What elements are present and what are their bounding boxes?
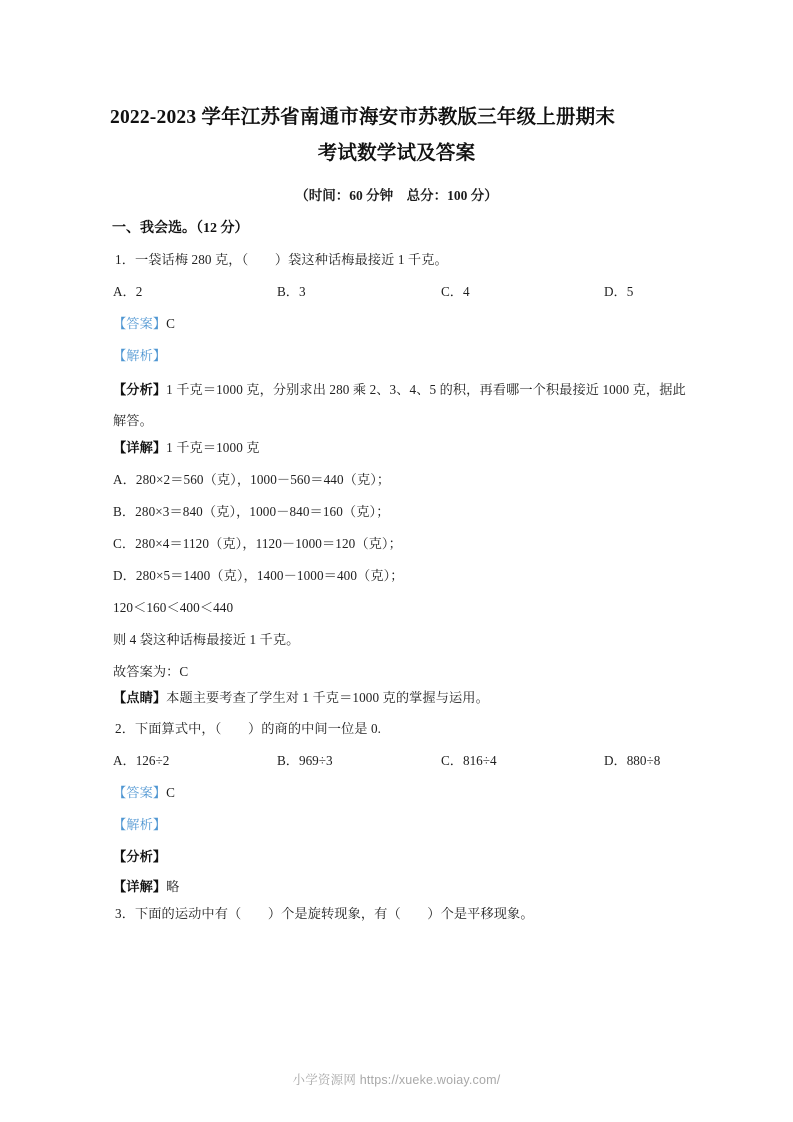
question-1-analysis-tag-row — [113, 345, 166, 364]
question-1-option-a[interactable]: A．2 — [113, 284, 143, 299]
footer-watermark: 小学资源网 https://xueke.woiay.com/ — [292, 1073, 501, 1087]
question-1-answer-tag: 【答案】 — [113, 316, 167, 331]
question-2-option-b[interactable]: B．969÷3 — [277, 753, 333, 768]
question-1-answer-value: C — [166, 316, 176, 331]
question-1-step-4: D．280×5＝1400（克），1400－1000＝400（克）； — [113, 568, 404, 583]
question-1-step-5: 120＜160＜400＜440 — [113, 600, 234, 615]
question-1-detail-row — [113, 437, 260, 456]
question-1-detail-label: 【详解】 — [113, 440, 167, 455]
question-2-analysis-tag: 【解析】 — [113, 817, 167, 832]
question-2-option-c[interactable]: C．816÷4 — [441, 753, 497, 768]
question-1-step-3: C．280×4＝1120（克），1120－1000＝120（克）； — [113, 536, 402, 551]
question-2-analysis-tag-row — [113, 814, 166, 833]
question-1-analysis-tag: 【解析】 — [113, 348, 167, 363]
question-1-key-row — [113, 687, 489, 706]
question-1-answer-row — [113, 313, 175, 332]
question-2-detail-row — [113, 876, 179, 895]
question-2-stem: 2．下面算式中，（ ）的商的中间一位是 0. — [115, 721, 382, 736]
question-2-answer-row — [113, 782, 175, 801]
question-1-options — [113, 281, 691, 303]
page-title-line-2: 考试数学试及答案 — [317, 143, 476, 164]
question-1-stem: 1．一袋话梅 280 克，（ ）袋这种话梅最接近 1 千克。 — [115, 252, 448, 267]
exam-meta-subtitle: （时间：60 分钟 总分：100 分） — [295, 188, 498, 203]
question-2-option-d[interactable]: D．880÷8 — [604, 753, 661, 768]
question-2-detail-label: 【详解】 — [113, 879, 167, 894]
question-2-answer-tag: 【答案】 — [113, 785, 167, 800]
question-2-detail-text: 略 — [166, 879, 180, 894]
question-1-step-6: 则 4 袋这种话梅最接近 1 千克。 — [113, 632, 300, 647]
question-2-analysis-label-row — [113, 846, 166, 865]
page-title-line-1: 2022-2023 学年江苏省南通市海安市苏教版三年级上册期末 — [110, 107, 616, 128]
question-2-option-a[interactable]: A．126÷2 — [113, 753, 170, 768]
question-1-analysis-body — [113, 374, 687, 436]
question-2-answer-value: C — [166, 785, 176, 800]
question-1-option-b[interactable]: B．3 — [277, 284, 306, 299]
question-1-key-text: 本题主要考查了学生对 1 千克＝1000 克的掌握与运用。 — [166, 690, 489, 705]
question-2-options — [113, 750, 691, 772]
question-2-analysis-label: 【分析】 — [113, 849, 167, 864]
question-1-option-c[interactable]: C．4 — [441, 284, 470, 299]
question-1-analysis-label: 【分析】 — [113, 382, 167, 397]
page-title — [110, 100, 683, 172]
question-3-stem: 3．下面的运动中有（ ）个是旋转现象，有（ ）个是平移现象。 — [115, 906, 534, 921]
question-1-step-1: A．280×2＝560（克），1000－560＝440（克）； — [113, 472, 391, 487]
question-1-option-d[interactable]: D．5 — [604, 284, 634, 299]
question-1-key-label: 【点睛】 — [113, 690, 167, 705]
question-1-analysis-text: 1 千克＝1000 克，分别求出 280 乘 2、3、4、5 的积，再看哪一个积最接近 1000 克，据此解答。 — [113, 382, 686, 428]
question-1-step-2: B．280×3＝840（克），1000－840＝160（克）； — [113, 504, 390, 519]
question-1-detail-text: 1 千克＝1000 克 — [166, 440, 260, 455]
section-heading-1: 一、我会选。（12 分） — [112, 221, 249, 236]
question-1-step-7: 故答案为：C — [113, 664, 189, 679]
